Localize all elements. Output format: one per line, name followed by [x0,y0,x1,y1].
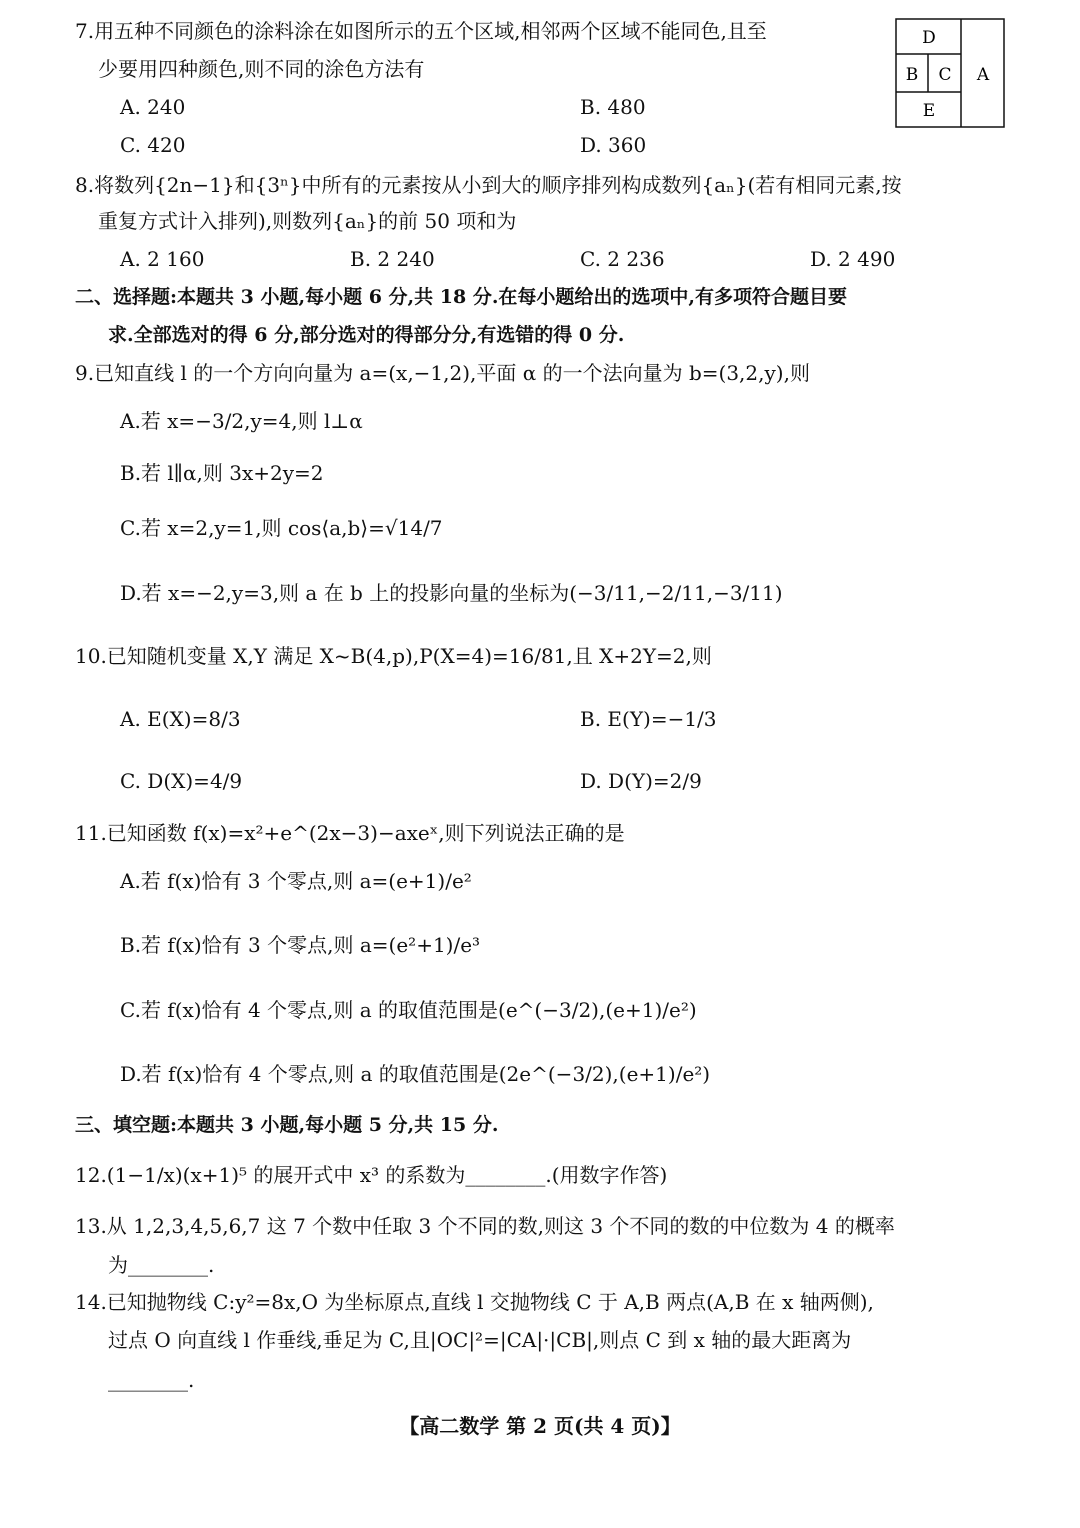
q10-option-b: B. E(Y)=−1/3 [580,707,717,731]
q9-stem: 9.已知直线 l 的一个方向向量为 a=(x,−1,2),平面 α 的一个法向量为 b=(3,2,y),则 [75,361,810,385]
q7-stem-line1: 7.用五种不同颜色的涂料涂在如图所示的五个区域,相邻两个区域不能同色,且至 [75,19,767,43]
q12-stem: 12.(1−1/x)(x+1)⁵ 的展开式中 x³ 的系数为________.(用数字作答) [75,1163,668,1187]
q8-stem-line1: 8.将数列{2n−1}和{3ⁿ}中所有的元素按从小到大的顺序排列构成数列{aₙ}(若有相同元素,按 [75,173,902,197]
q11-option-a: A.若 f(x)恰有 3 个零点,则 a=(e+1)/e² [120,869,472,893]
section-2-header-line2: 求.全部选对的得 6 分,部分选对的得部分分,有选错的得 0 分. [108,324,625,346]
region-diagram [895,18,1005,128]
q10-option-d: D. D(Y)=2/9 [580,769,702,793]
region-label-a: A [976,65,990,85]
q8-option-c: C. 2 236 [580,247,665,271]
region-label-c: C [938,65,952,85]
page-footer: 【高二数学 第 2 页(共 4 页)】 [399,1414,681,1438]
q13-stem-line1: 13.从 1,2,3,4,5,6,7 这 7 个数中任取 3 个不同的数,则这 3 个不同的数的中位数为 4 的概率 [75,1214,895,1238]
region-label-d: D [922,28,936,48]
q14-stem-line2: 过点 O 向直线 l 作垂线,垂足为 C,且|OC|²=|CA|·|CB|,则点 C 到 x 轴的最大距离为 [108,1328,852,1352]
q14-stem-line3: ________. [108,1368,195,1392]
q13-stem-line2: 为________. [108,1253,215,1277]
q9-option-c: C.若 x=2,y=1,则 cos⟨a,b⟩=√14/7 [120,516,443,540]
section-2-header-line1: 二、选择题:本题共 3 小题,每小题 6 分,共 18 分.在每小题给出的选项中,有多项符合题目要 [75,286,848,308]
q11-option-c: C.若 f(x)恰有 4 个零点,则 a 的取值范围是(e^(−3/2),(e+1)/e²) [120,998,697,1022]
q7-stem-line2: 少要用四种颜色,则不同的涂色方法有 [98,57,425,81]
q9-option-a: A.若 x=−3/2,y=4,则 l⊥α [120,409,363,433]
q8-option-d: D. 2 490 [810,247,896,271]
q9-option-d: D.若 x=−2,y=3,则 a 在 b 上的投影向量的坐标为(−3/11,−2/11,−3/11) [120,581,783,605]
q8-option-b: B. 2 240 [350,247,435,271]
q7-option-c: C. 420 [120,133,186,157]
region-label-e: E [922,101,936,121]
q9-option-b: B.若 l∥α,则 3x+2y=2 [120,461,324,485]
region-label-b: B [905,65,919,85]
q8-stem-line2: 重复方式计入排列),则数列{aₙ}的前 50 项和为 [98,209,517,233]
q10-option-a: A. E(X)=8/3 [120,707,241,731]
q8-option-a: A. 2 160 [120,247,205,271]
q11-stem: 11.已知函数 f(x)=x²+e^(2x−3)−axeˣ,则下列说法正确的是 [75,821,625,845]
q7-option-a: A. 240 [120,95,186,119]
q7-option-d: D. 360 [580,133,647,157]
q7-option-b: B. 480 [580,95,646,119]
q10-option-c: C. D(X)=4/9 [120,769,243,793]
q11-option-d: D.若 f(x)恰有 4 个零点,则 a 的取值范围是(2e^(−3/2),(e+1)/e²) [120,1062,711,1086]
section-3-header: 三、填空题:本题共 3 小题,每小题 5 分,共 15 分. [75,1114,499,1136]
q14-stem-line1: 14.已知抛物线 C:y²=8x,O 为坐标原点,直线 l 交抛物线 C 于 A,B 两点(A,B 在 x 轴两侧), [75,1290,874,1314]
q10-stem: 10.已知随机变量 X,Y 满足 X~B(4,p),P(X=4)=16/81,且 X+2Y=2,则 [75,644,712,668]
q11-option-b: B.若 f(x)恰有 3 个零点,则 a=(e²+1)/e³ [120,933,481,957]
